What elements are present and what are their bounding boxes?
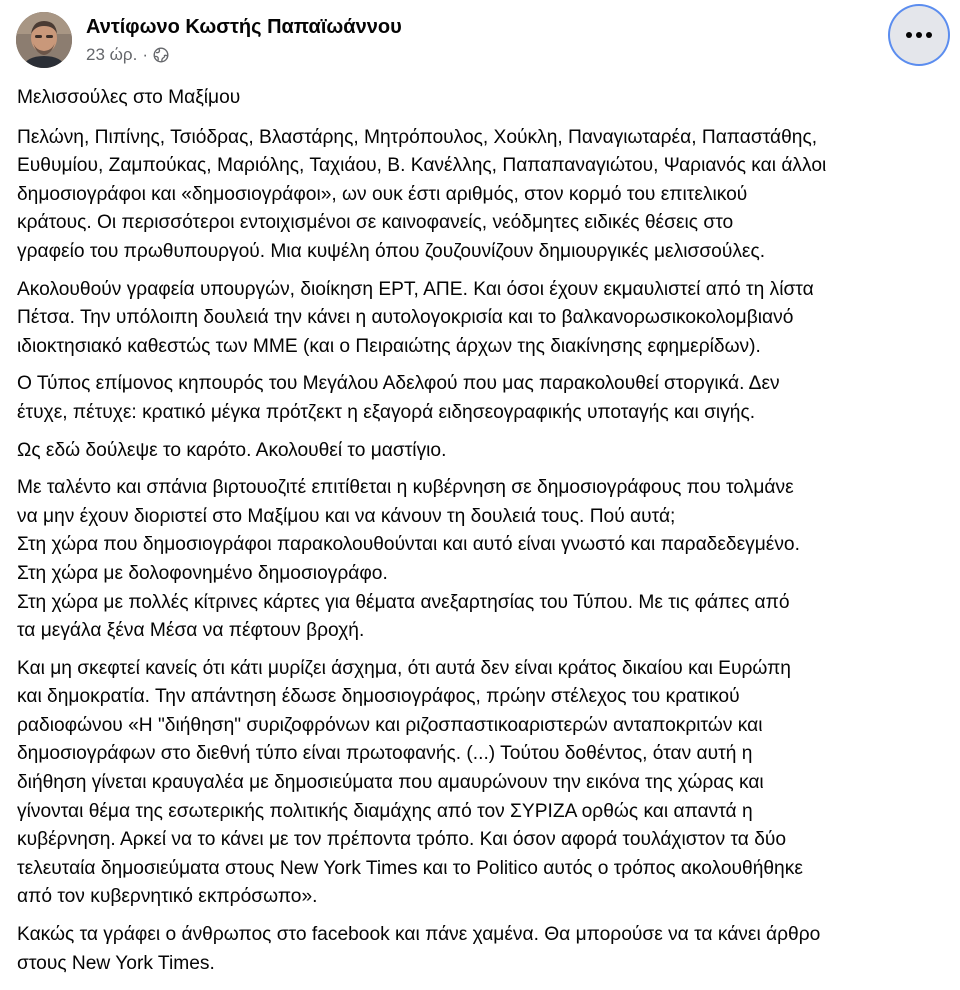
paragraph-line: από τον κυβερνητικό εκπρόσωπο».: [17, 886, 318, 908]
paragraph-line: ιδιοκτησιακό καθεστώς των ΜΜΕ (και ο Πειραιώτης άρχων της διακίνησης εφημερίδων).: [17, 335, 761, 357]
paragraph-line: δημοσιογράφων στο διεθνή τύπο είναι πρωτοφανής. (...) Τούτου δοθέντος, όταν αυτή η: [17, 743, 753, 765]
paragraph-line: Κακώς τα γράφει ο άνθρωπος στο facebook και πάνε χαμένα. Θα μπορούσε να τα κάνει άρθρο: [17, 924, 821, 946]
post-title: Μελισσούλες στο Μαξίμου: [17, 87, 241, 108]
author-avatar[interactable]: [16, 12, 72, 68]
post-paragraphs: [17, 124, 947, 979]
avatar-photo-icon: [16, 12, 72, 68]
paragraph-line: κυβέρνηση. Αρκεί να το κάνει με τον πρέποντα τρόπο. Και όσον αφορά τουλάχιστον τα δύο: [17, 829, 787, 851]
paragraph-line: Ευθυμίου, Ζαμπούκας, Μαριόλης, Ταχιάου, Β. Κανέλλης, Παπαπαναγιώτου, Ψαριανός και άλλοι: [17, 155, 827, 177]
post-paragraph: [17, 124, 947, 267]
more-options-button[interactable]: [890, 6, 948, 64]
paragraph-line: τα μεγάλα ξένα Μέσα να πέφτουν βροχή.: [17, 620, 365, 642]
meta-separator: ·: [142, 45, 148, 64]
paragraph-line: Ως εδώ δούλεψε το καρότο. Ακολουθεί το μαστίγιο.: [17, 439, 447, 461]
post-paragraph: [17, 370, 947, 427]
paragraph-line: Πελώνη, Πιπίνης, Τσιόδρας, Βλαστάρης, Μητρόπουλος, Χούκλη, Παναγιωταρέα, Παπαστάθης,: [17, 126, 818, 148]
paragraph-line: διήθηση γίνεται κραυγαλέα με δημοσιεύματα που αμαυρώνουν την εικόνα της χώρας και: [17, 772, 764, 794]
post-meta: [86, 45, 169, 65]
paragraph-line: Στη χώρα με δολοφονημένο δημοσιογράφο.: [17, 562, 388, 584]
paragraph-line: Στη χώρα που δημοσιογράφοι παρακολουθούνται και αυτό είναι γνωστό και παραδεδεγμένο.: [17, 534, 800, 556]
post-paragraph: [17, 437, 947, 466]
paragraph-line: Και μη σκεφτεί κανείς ότι κάτι μυρίζει άσχημα, ότι αυτά δεν είναι κράτος δικαίου και Ευρώπη: [17, 657, 791, 679]
more-horizontal-icon: [906, 32, 932, 38]
author-name[interactable]: Αντίφωνο Κωστής Παπαϊωάννου: [86, 16, 402, 38]
paragraph-line: ραδιοφώνου «Η "διήθηση" συριζοφρόνων και ριζοσπαστικοαριστερών ανταποκριτών και: [17, 714, 763, 736]
paragraph-line: δημοσιογράφοι και «δημοσιογράφοι», ων ουκ έστι αριθμός, στον κορμό του επιτελικού: [17, 183, 748, 205]
post-time[interactable]: 23 ώρ.: [86, 45, 138, 64]
paragraph-line: στους New York Times.: [17, 952, 215, 974]
paragraph-line: γραφείο του πρωθυπουργού. Μια κυψέλη όπου ζουζουνίζουν δημιουργικές μελισσούλες.: [17, 240, 766, 262]
post-paragraph: [17, 474, 947, 646]
paragraph-line: έτυχε, πέτυχε: κρατικό μέγκα πρότζεκτ η εξαγορά ειδησεογραφικής υποταγής και σιγής.: [17, 401, 756, 423]
paragraph-line: Ο Τύπος επίμονος κηπουρός του Μεγάλου Αδελφού που μας παρακολουθεί στοργικά. Δεν: [17, 373, 780, 395]
post-header: [16, 12, 946, 72]
paragraph-line: να μην έχουν διοριστεί στο Μαξίμου και να κάνουν τη δουλειά τους. Πού αυτά;: [17, 505, 676, 527]
globe-icon[interactable]: [153, 47, 169, 63]
paragraph-line: Στη χώρα με πολλές κίτρινες κάρτες για θέματα ανεξαρτησίας του Τύπου. Με τις φάπες από: [17, 591, 790, 613]
paragraph-line: Ακολουθούν γραφεία υπουργών, διοίκηση ΕΡΤ, ΑΠΕ. Και όσοι έχουν εκμαυλιστεί από τη λίστα: [17, 278, 814, 300]
paragraph-line: Με ταλέντο και σπάνια βιρτουοζιτέ επιτίθεται η κυβέρνηση σε δημοσιογράφους που τολμάνε: [17, 477, 794, 499]
paragraph-line: γίνονται θέμα της εσωτερικής πολιτικής διαμάχης από τον ΣΥΡΙΖΑ ορθώς και απαντά η: [17, 800, 753, 822]
post-paragraph: [17, 921, 947, 978]
post-body: [17, 84, 947, 987]
paragraph-line: κράτους. Οι περισσότεροι εντοιχισμένοι σε καινοφανείς, νεόδμητες ειδικές θέσεις στο: [17, 212, 734, 234]
post-paragraph: [17, 276, 947, 362]
post-paragraph: [17, 655, 947, 912]
paragraph-line: και δημοκρατία. Την απάντηση έδωσε δημοσιογράφος, πρώην στέλεχος του κρατικού: [17, 686, 740, 708]
paragraph-line: Πέτσα. Την υπόλοιπη δουλειά την κάνει η αυτολογοκρισία και το βαλκανορωσικοκολομβιανό: [17, 307, 794, 329]
paragraph-line: τελευταία δημοσιεύματα στους New York Times και το Politico αυτός ο τρόπος ακολουθήθηκε: [17, 857, 803, 879]
